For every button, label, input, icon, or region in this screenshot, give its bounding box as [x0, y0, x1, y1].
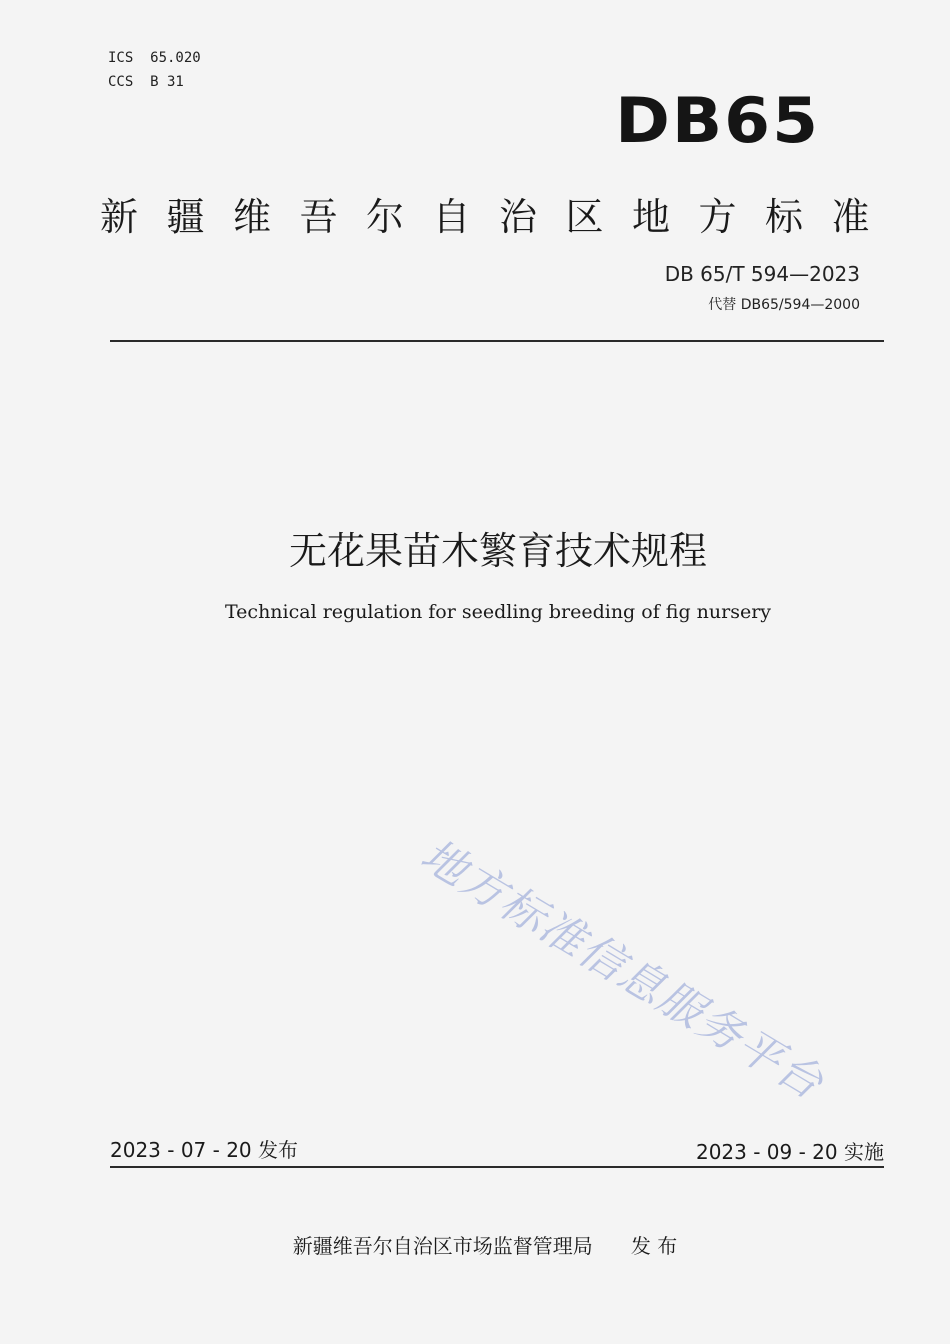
publisher-name: 新疆维吾尔自治区市场监督管理局 — [292, 1234, 593, 1258]
ccs-code: CCS B 31 — [108, 74, 184, 90]
publisher-action: 发 布 — [630, 1234, 678, 1258]
implementation-date: 2023 - 09 - 20 实施 — [695, 1140, 884, 1164]
top-divider — [110, 340, 884, 342]
org-title: 新疆维吾尔自治区地方标准 — [100, 195, 899, 239]
publisher-line — [0, 1230, 950, 1259]
standard-number: DB 65/T 594—2023 — [664, 262, 860, 286]
title-chinese: 无花果苗木繁育技术规程 — [288, 529, 707, 573]
replaces-standard: 代替 DB65/594—2000 — [708, 297, 860, 313]
watermark: 地方标准信息服务平台 — [412, 829, 833, 1111]
ics-code: ICS 65.020 — [108, 50, 201, 66]
issue-date: 2023 - 07 - 20 发布 — [110, 1138, 299, 1162]
title-english: Technical regulation for seedling breeding of fig nursery — [224, 601, 772, 623]
classification-codes — [108, 46, 201, 94]
bottom-divider — [110, 1166, 884, 1168]
db65-logo: DB65 — [615, 84, 820, 158]
